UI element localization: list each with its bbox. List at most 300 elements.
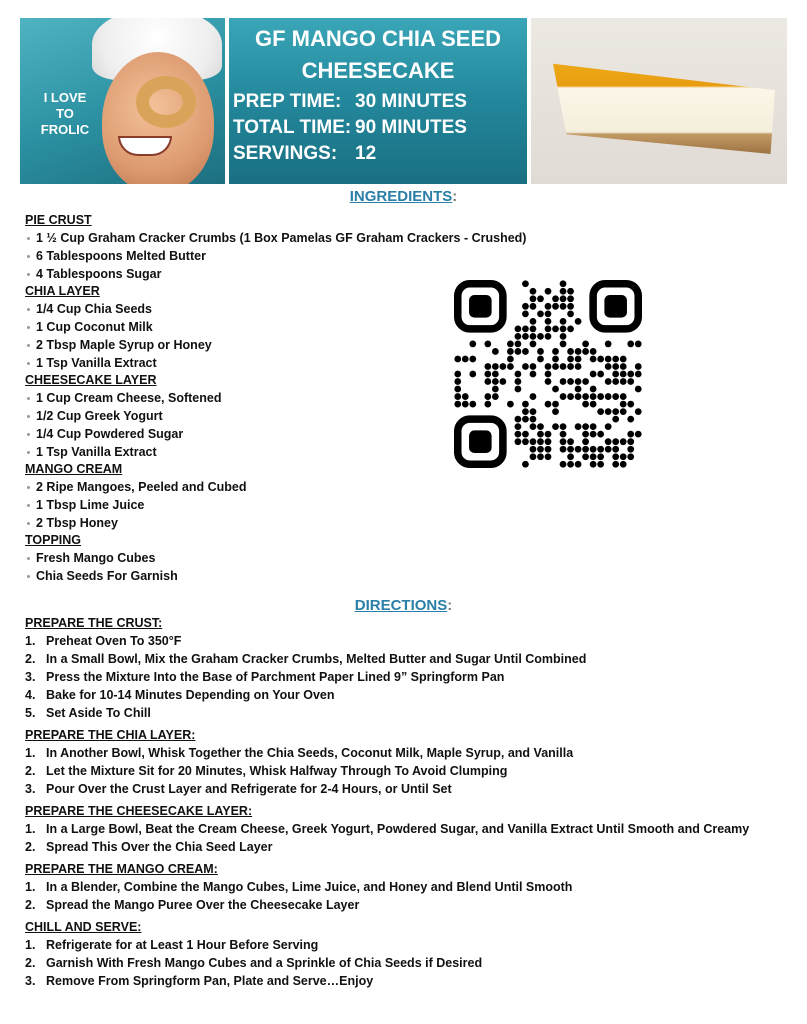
direction-section-title: PREPARE THE CHEESECAKE LAYER:: [25, 804, 253, 818]
qr-dot: [567, 453, 574, 460]
qr-dot: [597, 408, 604, 415]
qr-dot: [537, 431, 544, 438]
qr-dot: [552, 348, 559, 355]
direction-section-title: PREPARE THE MANGO CREAM:: [25, 862, 218, 876]
ingredient-group-title: CHEESECAKE LAYER: [25, 373, 157, 387]
qr-dot: [522, 348, 529, 355]
qr-dot: [545, 325, 552, 332]
qr-finder-center: [469, 430, 492, 453]
step-text: Let the Mixture Sit for 20 Minutes, Whisk Halfway Through To Avoid Clumping: [46, 764, 508, 778]
qr-dot: [545, 453, 552, 460]
ingredient-item: 1 Cup Cream Cheese, Softened: [25, 389, 585, 407]
qr-dot: [545, 371, 552, 378]
qr-dot: [620, 461, 627, 468]
qr-dot: [530, 325, 537, 332]
qr-dot: [515, 386, 522, 393]
qr-dot: [567, 363, 574, 370]
qr-dot: [627, 438, 634, 445]
qr-dot: [627, 371, 634, 378]
qr-dot: [484, 363, 491, 370]
qr-dot: [522, 303, 529, 310]
qr-dot: [590, 348, 597, 355]
qr-dot: [567, 325, 574, 332]
qr-dot: [635, 408, 642, 415]
prep-time-row: [233, 90, 467, 114]
qr-dot: [530, 446, 537, 453]
qr-dot: [560, 303, 567, 310]
direction-step: [25, 650, 775, 668]
qr-dot: [627, 446, 634, 453]
qr-dot: [515, 431, 522, 438]
qr-dot: [605, 356, 612, 363]
direction-section: [25, 802, 775, 856]
qr-dot: [462, 393, 469, 400]
total-time-row: [233, 116, 467, 140]
direction-section-title: CHILL AND SERVE:: [25, 920, 142, 934]
qr-dot: [612, 408, 619, 415]
qr-dot: [582, 446, 589, 453]
qr-dot: [522, 363, 529, 370]
qr-dot: [612, 363, 619, 370]
qr-dot: [590, 401, 597, 408]
qr-dot: [454, 393, 461, 400]
qr-dot: [582, 423, 589, 430]
recipe-title-line2: CHEESECAKE: [301, 58, 455, 83]
qr-dot: [515, 341, 522, 348]
recipe-title-line1: GF MANGO CHIA SEED: [254, 26, 502, 51]
directions-heading-text: DIRECTIONS: [354, 597, 448, 614]
qr-dot: [454, 356, 461, 363]
qr-dot: [469, 356, 476, 363]
prep-time-value: 30 MINUTES: [355, 91, 467, 112]
qr-dot: [454, 386, 461, 393]
qr-dot: [522, 310, 529, 317]
qr-dot: [484, 401, 491, 408]
qr-dot: [515, 438, 522, 445]
step-number: 2.: [25, 652, 36, 666]
qr-dot: [530, 393, 537, 400]
direction-step: [25, 668, 775, 686]
qr-dot: [515, 423, 522, 430]
qr-dot: [530, 416, 537, 423]
direction-step: [25, 954, 775, 972]
qr-dot: [567, 288, 574, 295]
donut-shape: [136, 76, 196, 128]
qr-dot: [507, 363, 514, 370]
step-text: Pour Over the Crust Layer and Refrigerate for 2-4 Hours, or Until Set: [46, 782, 452, 796]
step-text: In Another Bowl, Whisk Together the Chia Seeds, Coconut Milk, Maple Syrup, and Vanilla: [46, 746, 574, 760]
ingredient-item: Chia Seeds For Garnish: [25, 567, 585, 585]
qr-dot: [552, 295, 559, 302]
qr-dot: [575, 363, 582, 370]
qr-dot: [590, 393, 597, 400]
qr-dot: [597, 356, 604, 363]
qr-dot: [492, 371, 499, 378]
chef-photo: [20, 18, 225, 184]
qr-dot: [620, 393, 627, 400]
qr-dot: [545, 363, 552, 370]
qr-dot: [567, 295, 574, 302]
qr-dot: [590, 453, 597, 460]
qr-dot: [484, 378, 491, 385]
qr-dot: [567, 378, 574, 385]
qr-dot: [605, 393, 612, 400]
ingredient-item: 1 Tsp Vanilla Extract: [25, 354, 585, 372]
step-text: Press the Mixture Into the Base of Parchment Paper Lined 9” Springform Pan: [46, 670, 505, 684]
qr-dot: [582, 378, 589, 385]
qr-dot: [612, 438, 619, 445]
direction-section: [25, 918, 775, 990]
qr-dot: [582, 341, 589, 348]
qr-dot: [560, 318, 567, 325]
qr-dot: [522, 333, 529, 340]
direction-step: [25, 972, 775, 990]
qr-dot: [507, 348, 514, 355]
step-number: 1.: [25, 822, 36, 836]
qr-dot: [560, 393, 567, 400]
step-text: In a Blender, Combine the Mango Cubes, Lime Juice, and Honey and Blend Until Smooth: [46, 880, 573, 894]
step-text: Bake for 10-14 Minutes Depending on Your Oven: [46, 688, 335, 702]
qr-code-icon[interactable]: [454, 280, 642, 468]
servings-row: [233, 142, 377, 166]
qr-dot: [552, 423, 559, 430]
ingredient-item: 2 Tbsp Honey: [25, 514, 585, 532]
qr-dot: [567, 356, 574, 363]
step-text: Set Aside To Chill: [46, 706, 151, 720]
qr-dot: [522, 401, 529, 408]
qr-dot: [567, 303, 574, 310]
qr-dot: [597, 371, 604, 378]
step-number: 1.: [25, 880, 36, 894]
qr-dot: [590, 386, 597, 393]
qr-dot: [597, 461, 604, 468]
step-text: Preheat Oven To 350°F: [46, 634, 182, 648]
qr-dot: [605, 423, 612, 430]
qr-dot: [582, 431, 589, 438]
qr-dot: [597, 393, 604, 400]
heading-colon: :: [452, 188, 458, 205]
qr-dot: [545, 318, 552, 325]
qr-dot: [552, 356, 559, 363]
ingredients-heading-text: INGREDIENTS: [349, 188, 453, 205]
qr-dot: [612, 453, 619, 460]
qr-dot: [537, 423, 544, 430]
qr-dot: [462, 401, 469, 408]
qr-dot: [507, 401, 514, 408]
qr-dot: [612, 416, 619, 423]
ingredient-group-title: MANGO CREAM: [25, 462, 123, 476]
qr-dot: [635, 363, 642, 370]
qr-dot: [590, 371, 597, 378]
qr-dot: [530, 333, 537, 340]
qr-dot: [522, 408, 529, 415]
qr-dot: [605, 341, 612, 348]
qr-dot: [597, 431, 604, 438]
qr-dot: [605, 378, 612, 385]
qr-dot: [530, 363, 537, 370]
qr-dot: [530, 423, 537, 430]
qr-dot: [537, 356, 544, 363]
qr-dot: [620, 378, 627, 385]
qr-dot: [454, 401, 461, 408]
qr-dot: [590, 446, 597, 453]
ingredient-item: 4 Tablespoons Sugar: [25, 265, 585, 283]
qr-dot: [545, 378, 552, 385]
qr-dot: [552, 303, 559, 310]
qr-dot: [492, 363, 499, 370]
direction-step: [25, 838, 775, 856]
direction-step: [25, 878, 775, 896]
qr-dot: [627, 401, 634, 408]
qr-dot: [492, 378, 499, 385]
qr-dot: [530, 288, 537, 295]
qr-dot: [620, 401, 627, 408]
qr-dot: [560, 378, 567, 385]
qr-dot: [627, 378, 634, 385]
qr-dot: [545, 310, 552, 317]
ingredient-item: 1 ½ Cup Graham Cracker Crumbs (1 Box Pamelas GF Graham Crackers - Crushed): [25, 229, 585, 247]
ingredient-item: 1/4 Cup Powdered Sugar: [25, 425, 585, 443]
qr-dot: [545, 446, 552, 453]
qr-dot: [522, 325, 529, 332]
badge-line: I LOVE: [43, 90, 87, 105]
qr-dot: [522, 431, 529, 438]
qr-dot: [582, 438, 589, 445]
qr-dot: [545, 438, 552, 445]
qr-dot: [560, 446, 567, 453]
qr-dot: [567, 461, 574, 468]
qr-dot: [515, 378, 522, 385]
qr-dot: [537, 310, 544, 317]
qr-dot: [635, 386, 642, 393]
qr-dot: [454, 378, 461, 385]
qr-dot: [597, 453, 604, 460]
qr-dot: [469, 401, 476, 408]
qr-dot: [484, 341, 491, 348]
qr-dot: [627, 416, 634, 423]
direction-section-title: PREPARE THE CHIA LAYER:: [25, 728, 196, 742]
servings-label: SERVINGS:: [233, 143, 338, 164]
qr-dot: [530, 341, 537, 348]
step-number: 1.: [25, 938, 36, 952]
qr-dot: [582, 401, 589, 408]
qr-dot: [530, 371, 537, 378]
direction-step: [25, 686, 775, 704]
qr-dot: [492, 386, 499, 393]
qr-dot: [515, 333, 522, 340]
ingredient-item: Fresh Mango Cubes: [25, 549, 585, 567]
qr-dot: [560, 333, 567, 340]
qr-dot: [612, 356, 619, 363]
step-text: In a Large Bowl, Beat the Cream Cheese, Greek Yogurt, Powdered Sugar, and Vanilla Extract Until Smooth and Creamy: [46, 822, 750, 836]
qr-dot: [552, 363, 559, 370]
qr-dot: [537, 333, 544, 340]
qr-dot: [545, 288, 552, 295]
qr-dot: [620, 408, 627, 415]
direction-step: [25, 780, 775, 798]
qr-dot: [522, 416, 529, 423]
step-number: 2.: [25, 956, 36, 970]
qr-dot: [530, 438, 537, 445]
step-text: Spread the Mango Puree Over the Cheesecake Layer: [46, 898, 360, 912]
qr-dot: [560, 431, 567, 438]
qr-dot: [597, 446, 604, 453]
step-text: Garnish With Fresh Mango Cubes and a Sprinkle of Chia Seeds if Desired: [46, 956, 483, 970]
qr-dot: [575, 386, 582, 393]
qr-dot: [515, 325, 522, 332]
qr-dot: [552, 401, 559, 408]
step-number: 1.: [25, 634, 36, 648]
qr-dot: [492, 393, 499, 400]
qr-dot: [537, 453, 544, 460]
qr-finder-center: [469, 295, 492, 318]
direction-step: [25, 936, 775, 954]
total-time-value: 90 MINUTES: [355, 117, 467, 138]
ingredient-item: 2 Tbsp Maple Syrup or Honey: [25, 336, 585, 354]
step-number: 2.: [25, 764, 36, 778]
qr-dot: [620, 438, 627, 445]
title-panel: [229, 18, 527, 184]
qr-dot: [522, 461, 529, 468]
qr-dot: [530, 408, 537, 415]
direction-step: [25, 820, 775, 838]
qr-dot: [575, 393, 582, 400]
qr-dot: [484, 371, 491, 378]
qr-dot: [552, 408, 559, 415]
step-number: 2.: [25, 840, 36, 854]
qr-dot: [469, 341, 476, 348]
qr-dot: [575, 461, 582, 468]
direction-section: [25, 614, 775, 722]
step-number: 4.: [25, 688, 36, 702]
qr-dot: [627, 453, 634, 460]
ingredient-item: 6 Tablespoons Melted Butter: [25, 247, 585, 265]
qr-dot: [454, 371, 461, 378]
qr-dot: [635, 341, 642, 348]
qr-dot: [635, 371, 642, 378]
qr-dot: [575, 423, 582, 430]
qr-dot: [530, 453, 537, 460]
qr-dot: [507, 356, 514, 363]
qr-dot: [612, 393, 619, 400]
ingredient-group-title: PIE CRUST: [25, 213, 92, 227]
step-number: 1.: [25, 746, 36, 760]
prep-time-label: PREP TIME:: [233, 91, 342, 112]
step-number: 5.: [25, 706, 36, 720]
qr-dot: [530, 295, 537, 302]
qr-dot: [590, 461, 597, 468]
qr-dot: [612, 446, 619, 453]
step-number: 2.: [25, 898, 36, 912]
qr-dot: [605, 408, 612, 415]
direction-step: [25, 762, 775, 780]
qr-dot: [627, 341, 634, 348]
qr-dot: [605, 363, 612, 370]
qr-dot: [545, 333, 552, 340]
qr-dot: [620, 356, 627, 363]
ingredient-item: 1/2 Cup Greek Yogurt: [25, 407, 585, 425]
qr-dot: [560, 295, 567, 302]
qr-dot: [582, 453, 589, 460]
qr-dot: [522, 438, 529, 445]
qr-dot: [537, 446, 544, 453]
qr-dot: [635, 431, 642, 438]
qr-dot: [590, 423, 597, 430]
total-time-label: TOTAL TIME:: [233, 117, 352, 138]
direction-step: [25, 896, 775, 914]
badge-line: FROLIC: [40, 122, 90, 137]
qr-dot: [462, 356, 469, 363]
recipe-header: [20, 18, 787, 184]
step-text: In a Small Bowl, Mix the Graham Cracker Crumbs, Melted Butter and Sugar Until Combined: [46, 652, 587, 666]
qr-dot: [605, 438, 612, 445]
step-text: Spread This Over the Chia Seed Layer: [46, 840, 273, 854]
qr-dot: [560, 280, 567, 287]
qr-dot: [492, 348, 499, 355]
qr-dot: [552, 325, 559, 332]
qr-dot: [507, 341, 514, 348]
qr-dot: [612, 461, 619, 468]
qr-dot: [620, 453, 627, 460]
qr-dot: [590, 431, 597, 438]
qr-dot: [499, 363, 506, 370]
qr-dot: [499, 378, 506, 385]
ingredient-group-title: TOPPING: [25, 533, 82, 547]
qr-dot: [560, 341, 567, 348]
qr-dot: [560, 325, 567, 332]
frolic-badge: [30, 90, 100, 138]
qr-dot: [560, 438, 567, 445]
qr-dot: [515, 416, 522, 423]
qr-dot: [530, 303, 537, 310]
step-text: Refrigerate for at Least 1 Hour Before Serving: [46, 938, 319, 952]
qr-dot: [537, 438, 544, 445]
directions-list: [25, 610, 775, 990]
qr-dot: [575, 348, 582, 355]
qr-dot: [484, 393, 491, 400]
qr-dot: [582, 348, 589, 355]
qr-dot: [537, 348, 544, 355]
qr-dot: [515, 348, 522, 355]
qr-dot: [567, 348, 574, 355]
qr-dot: [612, 371, 619, 378]
qr-dot: [522, 280, 529, 287]
qr-dot: [515, 371, 522, 378]
qr-dot: [627, 431, 634, 438]
qr-dot: [560, 461, 567, 468]
heading-colon: :: [447, 597, 453, 614]
qr-dot: [537, 295, 544, 302]
direction-step: [25, 632, 775, 650]
qr-dot: [567, 393, 574, 400]
step-number: 3.: [25, 974, 36, 988]
qr-dot: [469, 371, 476, 378]
ingredient-item: 1 Tsp Vanilla Extract: [25, 443, 585, 461]
qr-dot: [567, 446, 574, 453]
qr-dot: [552, 386, 559, 393]
qr-dot: [575, 378, 582, 385]
step-text: Remove From Springform Pan, Plate and Serve…Enjoy: [46, 974, 374, 988]
ingredient-item: 1 Tbsp Lime Juice: [25, 496, 585, 514]
qr-dot: [560, 363, 567, 370]
qr-dot: [590, 356, 597, 363]
qr-dot: [560, 288, 567, 295]
qr-dot: [575, 318, 582, 325]
badge-line: TO: [56, 106, 74, 121]
qr-dot: [620, 363, 627, 370]
direction-section: [25, 860, 775, 914]
qr-dot: [582, 393, 589, 400]
